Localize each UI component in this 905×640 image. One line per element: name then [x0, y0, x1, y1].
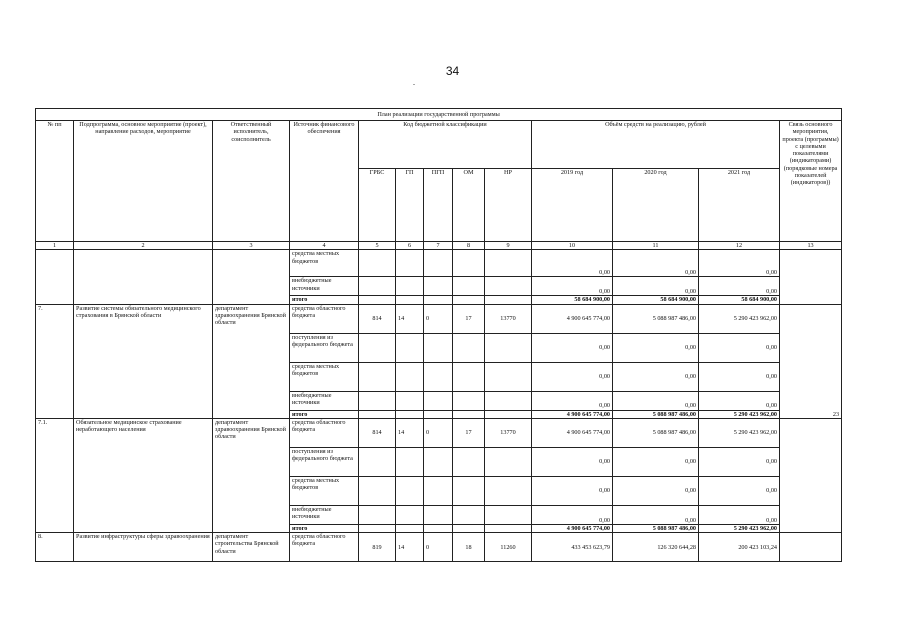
np-cell: 13770 [485, 418, 532, 447]
pgp-cell: 0 [424, 418, 453, 447]
amount-2020: 5 088 987 486,00 [613, 304, 699, 333]
amount-2019: 4 900 645 774,00 [532, 418, 613, 447]
table-row [36, 418, 842, 447]
index-cell: 4 [290, 242, 359, 250]
index-cell: 8 [453, 242, 485, 250]
om-cell: 18 [453, 533, 485, 562]
program-name: Развитие системы обязательного медицинского страхования в Брянской области [74, 304, 213, 418]
amount-2021: 58 684 900,00 [699, 296, 780, 304]
amount-2019: 0,00 [532, 250, 613, 277]
source-cell: итого [290, 524, 359, 532]
amount-2021: 200 423 103,24 [699, 533, 780, 562]
amount-2020: 5 088 987 486,00 [613, 410, 699, 418]
index-cell: 13 [780, 242, 842, 250]
program-name: Развитие инфраструктуры сферы здравоохранения [74, 533, 213, 562]
source-cell: средства местных бюджетов [290, 250, 359, 277]
header-budget-code: Код бюджетной классификации [359, 121, 532, 169]
header-responsible: Ответственный исполнитель, соисполнитель [213, 121, 290, 242]
header-program: Подпрограмма, основное мероприятие (проект), направление расходов, мероприятие [74, 121, 213, 242]
amount-2019: 4 900 645 774,00 [532, 304, 613, 333]
index-cell: 7 [424, 242, 453, 250]
source-cell: внебюджетные источники [290, 391, 359, 410]
amount-2021: 5 290 423 962,00 [699, 418, 780, 447]
amount-2020: 0,00 [613, 250, 699, 277]
amount-2019: 0,00 [532, 447, 613, 476]
header-amount: Объём средств на реализацию, рублей [532, 121, 780, 169]
amount-2020: 0,00 [613, 391, 699, 410]
program-name: Обязательное медицинское страхование неработающего населения [74, 418, 213, 532]
header-pgp: ПГП [424, 169, 453, 242]
gp-cell: 14 [396, 304, 424, 333]
grbs-cell: 814 [359, 418, 396, 447]
amount-2021: 0,00 [699, 505, 780, 524]
index-cell: 3 [213, 242, 290, 250]
amount-2019: 0,00 [532, 333, 613, 362]
amount-2019: 4 900 645 774,00 [532, 410, 613, 418]
amount-2019: 0,00 [532, 391, 613, 410]
header-2019: 2019 год [532, 169, 613, 242]
amount-2021: 0,00 [699, 476, 780, 505]
source-cell: внебюджетные источники [290, 505, 359, 524]
source-cell: итого [290, 410, 359, 418]
implementation-plan-table [35, 108, 842, 562]
pgp-cell: 0 [424, 533, 453, 562]
np-cell: 13770 [485, 304, 532, 333]
table-row [36, 533, 842, 562]
item-number: 7.1. [36, 418, 74, 532]
amount-2020: 5 088 987 486,00 [613, 418, 699, 447]
item-number: 8. [36, 533, 74, 562]
amount-2019: 0,00 [532, 505, 613, 524]
indicator-link: 23 [780, 304, 842, 418]
page-mark: . [413, 78, 415, 87]
header-grbs: ГРБС [359, 169, 396, 242]
np-cell: 11260 [485, 533, 532, 562]
responsible-executor: департамент здравоохранения Брянской области [213, 304, 290, 418]
source-cell: средства областного бюджета [290, 304, 359, 333]
source-cell: средства областного бюджета [290, 418, 359, 447]
amount-2020: 0,00 [613, 333, 699, 362]
index-cell: 9 [485, 242, 532, 250]
header-2020: 2020 год [613, 169, 699, 242]
amount-2020: 0,00 [613, 447, 699, 476]
source-cell: поступления из федерального бюджета [290, 447, 359, 476]
amount-2021: 0,00 [699, 277, 780, 296]
responsible-executor: департамент строительства Брянской области [213, 533, 290, 562]
header-np: НР [485, 169, 532, 242]
amount-2019: 4 900 645 774,00 [532, 524, 613, 532]
amount-2021: 5 290 423 962,00 [699, 304, 780, 333]
index-cell: 2 [74, 242, 213, 250]
column-index-row [36, 242, 842, 250]
header-2021: 2021 год [699, 169, 780, 242]
amount-2021: 0,00 [699, 362, 780, 391]
amount-2019: 0,00 [532, 476, 613, 505]
table-row [36, 250, 842, 277]
amount-2020: 0,00 [613, 476, 699, 505]
gp-cell: 14 [396, 533, 424, 562]
index-cell: 12 [699, 242, 780, 250]
header-link: Связь основного мероприятия, проекта (программы) с целевыми показателями (индикаторами) (порядковые номера показателей (индикаторов)) [780, 121, 842, 242]
responsible-executor: департамент здравоохранения Брянской области [213, 418, 290, 532]
source-cell: внебюджетные источники [290, 277, 359, 296]
grbs-cell: 814 [359, 304, 396, 333]
amount-2020: 58 684 900,00 [613, 296, 699, 304]
table-title-row [36, 109, 842, 121]
pgp-cell: 0 [424, 304, 453, 333]
amount-2021: 0,00 [699, 333, 780, 362]
source-cell: средства местных бюджетов [290, 362, 359, 391]
header-row [36, 121, 842, 169]
amount-2021: 0,00 [699, 391, 780, 410]
amount-2019: 0,00 [532, 277, 613, 296]
om-cell: 17 [453, 304, 485, 333]
amount-2019: 433 453 623,79 [532, 533, 613, 562]
index-cell: 10 [532, 242, 613, 250]
amount-2021: 0,00 [699, 447, 780, 476]
header-num: № пп [36, 121, 74, 242]
amount-2021: 5 290 423 962,00 [699, 524, 780, 532]
amount-2020: 126 320 644,28 [613, 533, 699, 562]
source-cell: поступления из федерального бюджета [290, 333, 359, 362]
gp-cell: 14 [396, 418, 424, 447]
table-title: План реализации государственной программы [36, 109, 842, 121]
amount-2020: 0,00 [613, 505, 699, 524]
om-cell: 17 [453, 418, 485, 447]
source-cell: итого [290, 296, 359, 304]
source-cell: средства областного бюджета [290, 533, 359, 562]
index-cell: 5 [359, 242, 396, 250]
header-source: Источник финансового обеспечения [290, 121, 359, 242]
index-cell: 6 [396, 242, 424, 250]
index-cell: 1 [36, 242, 74, 250]
table-row [36, 304, 842, 333]
source-cell: средства местных бюджетов [290, 476, 359, 505]
grbs-cell: 819 [359, 533, 396, 562]
item-number: 7. [36, 304, 74, 418]
index-cell: 11 [613, 242, 699, 250]
header-gp: ГП [396, 169, 424, 242]
amount-2021: 0,00 [699, 250, 780, 277]
amount-2020: 0,00 [613, 362, 699, 391]
page-number: 34 [445, 64, 460, 78]
amount-2020: 0,00 [613, 277, 699, 296]
amount-2019: 58 684 900,00 [532, 296, 613, 304]
amount-2020: 5 088 987 486,00 [613, 524, 699, 532]
amount-2019: 0,00 [532, 362, 613, 391]
header-om: ОМ [453, 169, 485, 242]
amount-2021: 5 290 423 962,00 [699, 410, 780, 418]
